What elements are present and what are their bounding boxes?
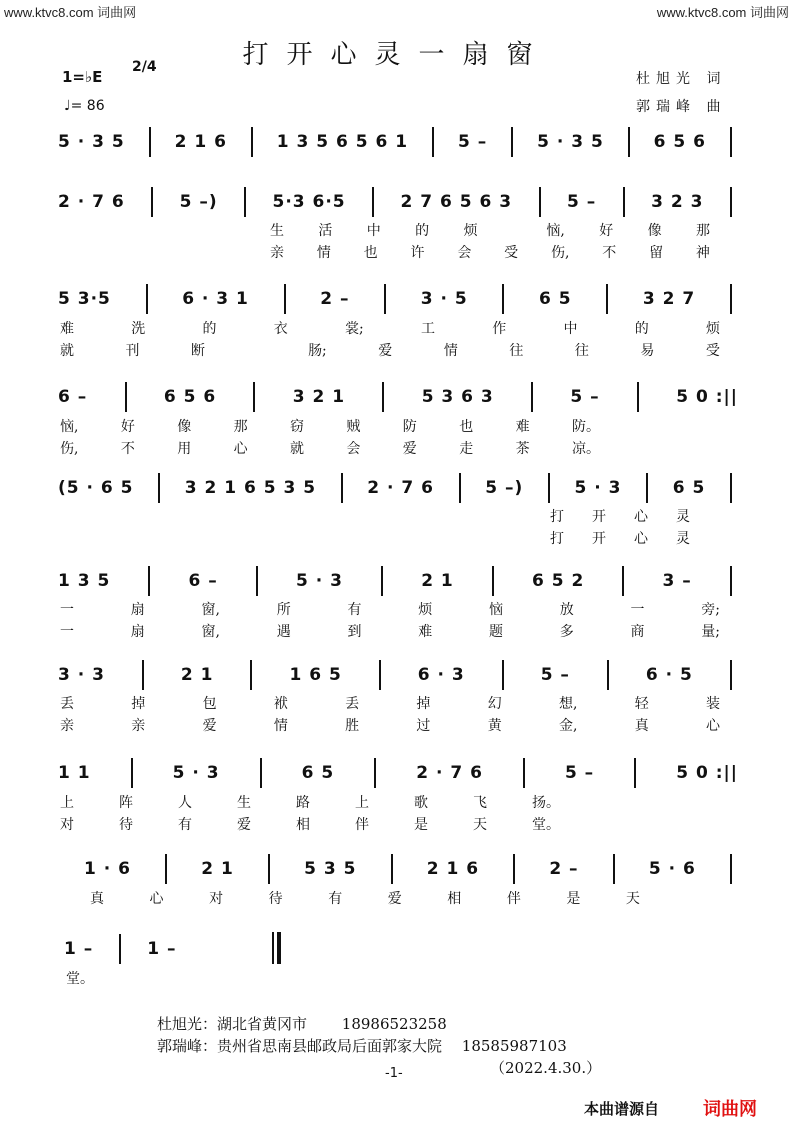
lyric-line: 打 开 心 灵 xyxy=(550,531,690,547)
source-label: 本曲谱源自 xyxy=(584,1100,660,1118)
measure: 6 · 5 xyxy=(645,665,693,685)
measure: 2 1 xyxy=(180,665,214,685)
measure: 3 2 7 xyxy=(642,289,696,309)
measure: 5 · 3 xyxy=(296,571,343,591)
measure: 6 · 3 xyxy=(417,665,465,685)
lyric-line: 伤, 不 用 心 就 会 爱 走 茶 凉。 xyxy=(60,441,600,457)
score-line-2 xyxy=(58,193,738,211)
measure: 1 – xyxy=(64,939,94,959)
measure: 5 – xyxy=(566,192,597,212)
score-line-3 xyxy=(58,290,738,308)
measure: 5 · 3 5 xyxy=(58,132,125,152)
watermark-left: www.ktvc8.com 词曲网 xyxy=(4,5,137,20)
measure: 1 · 6 xyxy=(84,859,131,879)
time-signature: 2/4 xyxy=(132,59,157,75)
page-number: -1- xyxy=(385,1066,403,1081)
measure: 2 1 6 xyxy=(426,859,480,879)
measure: 1 3 5 xyxy=(58,571,111,591)
lyric-line: 亲 情 也 许 会 受 伤, 不 留 神 xyxy=(270,245,710,261)
measure: 1 6 5 xyxy=(289,665,342,685)
site-logo: 词曲网 xyxy=(703,1099,757,1120)
final-barline-thin xyxy=(272,932,274,964)
measure: (5 · 6 5 xyxy=(58,478,134,498)
measure: 2 – xyxy=(320,289,350,309)
lyric-line: 一 扇 窗, 遇 到 难 题 多 商 量; xyxy=(60,624,720,640)
lyric-line: 一 扇 窗, 所 有 烦 恼 放 一 旁; xyxy=(60,602,720,618)
score-line-7 xyxy=(58,666,738,684)
watermark-right: www.ktvc8.com 词曲网 xyxy=(656,5,789,20)
score-line-10 xyxy=(64,940,274,958)
measure: 6 – xyxy=(58,387,88,407)
measure: 5 –) xyxy=(485,478,524,498)
lyric-line: 难 洗 的 衣 裳; 工 作 中 的 烦 xyxy=(60,321,720,337)
lyric-line: 就 刊 断 肠; 爱 情 往 往 易 受 xyxy=(60,343,720,359)
score-line-5 xyxy=(58,479,738,497)
measure: 5 3 6 3 xyxy=(421,387,494,407)
score-line-9 xyxy=(84,860,738,878)
measure: 2 · 7 6 xyxy=(367,478,434,498)
measure: 5 – xyxy=(570,387,600,407)
lyricist-credit: 杜旭光 词 xyxy=(636,71,727,87)
lyric-line: 上 阵 人 生 路 上 歌 飞 扬。 xyxy=(60,795,560,811)
lyric-line: 亲 亲 爱 情 胜 过 黄 金, 真 心 xyxy=(60,718,720,734)
lyric-line: 打 开 心 灵 xyxy=(550,509,690,525)
measure: 5 3·5 xyxy=(58,289,111,309)
measure: 5 0 :|| xyxy=(676,387,738,407)
score-line-6 xyxy=(58,572,738,590)
final-barline-thick xyxy=(277,932,281,964)
measure: 3 · 5 xyxy=(420,289,468,309)
score-line-4 xyxy=(58,388,738,406)
measure: 6 5 6 xyxy=(653,132,706,152)
measure: 2 7 6 5 6 3 xyxy=(400,192,513,212)
measure: 5·3 6·5 xyxy=(272,192,346,212)
date: （2022.4.30.） xyxy=(490,1059,602,1077)
measure: 2 – xyxy=(549,859,579,879)
measure: 1 3 5 6 5 6 1 xyxy=(276,132,409,152)
measure: 5 · 6 xyxy=(648,859,696,879)
measure: 6 5 xyxy=(539,289,572,309)
measure: 3 – xyxy=(662,571,692,591)
measure: 5 – xyxy=(564,763,595,783)
measure: 2 1 xyxy=(201,859,234,879)
measure: 3 2 3 xyxy=(651,192,704,212)
measure: 5 · 3 xyxy=(574,478,622,498)
lyric-line: 生 活 中 的 烦 恼, 好 像 那 xyxy=(270,223,710,239)
measure: 2 1 6 xyxy=(174,132,227,152)
composer-credit: 郭瑞峰 曲 xyxy=(636,99,727,115)
measure: 6 – xyxy=(188,571,218,591)
lyric-line: 真 心 对 待 有 爱 相 伴 是 天 xyxy=(90,891,640,907)
lyric-line: 丢 掉 包 袱 丢 掉 幻 想, 轻 装 xyxy=(60,696,720,712)
contact-lyricist: 杜旭光：湖北省黄冈市 18986523258 xyxy=(157,1015,447,1033)
measure: 2 1 xyxy=(421,571,454,591)
score-line-1 xyxy=(58,133,738,151)
lyric-line: 恼, 好 像 那 窃 贼 防 也 难 防。 xyxy=(60,419,600,435)
measure: 3 2 1 xyxy=(292,387,346,407)
measure: 3 · 3 xyxy=(58,665,105,685)
measure: 5 –) xyxy=(179,192,218,212)
measure: 5 · 3 xyxy=(172,763,220,783)
lyric-line: 堂。 xyxy=(66,971,94,987)
measure: 3 2 1 6 5 3 5 xyxy=(184,478,317,498)
measure: 6 5 2 xyxy=(531,571,585,591)
measure: 2 · 7 6 xyxy=(58,192,125,212)
measure: 5 – xyxy=(457,132,488,152)
measure: 5 · 3 5 xyxy=(537,132,604,152)
key-signature: 1=♭E xyxy=(62,68,103,86)
tempo-marking: ♩= 86 xyxy=(64,98,105,114)
score-line-8 xyxy=(58,764,738,782)
measure: 2 · 7 6 xyxy=(416,763,483,783)
measure: 6 · 3 1 xyxy=(182,289,249,309)
measure: 6 5 6 xyxy=(163,387,217,407)
contact-composer: 郭瑞峰：贵州省思南县邮政局后面郭家大院 18585987103 xyxy=(157,1037,567,1055)
lyric-line: 对 待 有 爱 相 伴 是 天 堂。 xyxy=(60,817,560,833)
measure: 1 – xyxy=(147,939,177,959)
measure: 6 5 xyxy=(301,763,335,783)
measure: 5 – xyxy=(540,665,570,685)
song-title: 打开心灵一扇窗 xyxy=(242,40,551,70)
measure: 6 5 xyxy=(672,478,706,498)
measure: 5 3 5 xyxy=(304,859,357,879)
measure: 1 1 xyxy=(58,763,91,783)
measure: 5 0 :|| xyxy=(676,763,738,783)
